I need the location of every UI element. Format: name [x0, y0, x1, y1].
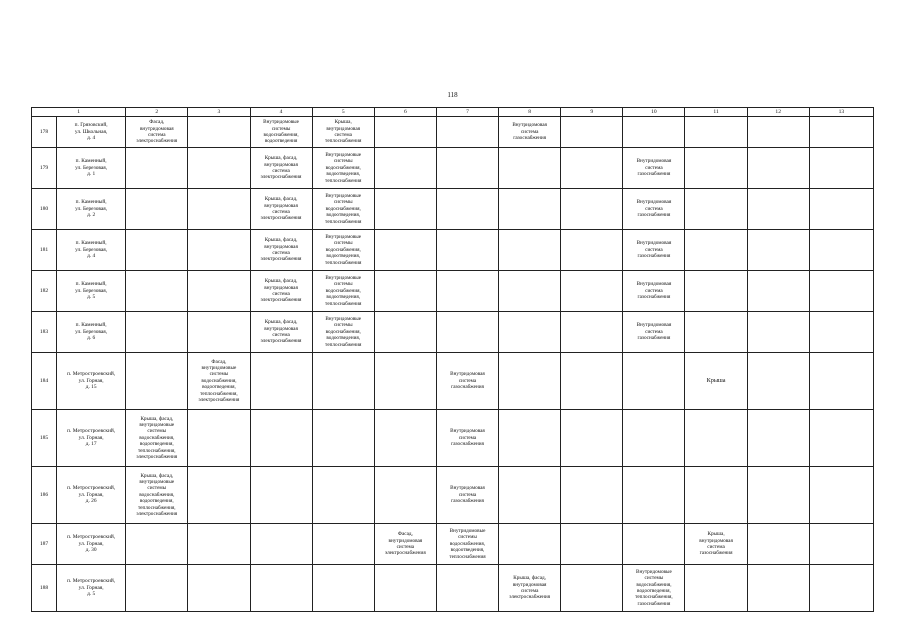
work-cell-13 — [809, 410, 873, 467]
work-cell-8 — [499, 189, 561, 230]
work-cell-6: Фасад, внутридомовая система электроснабжения — [374, 524, 436, 565]
address-cell: п. Метростроевский, ул. Горная, д. 15 — [57, 353, 126, 410]
work-cell-4 — [250, 524, 312, 565]
header-cell: 7 — [436, 108, 498, 117]
work-cell-12 — [747, 189, 809, 230]
header-cell: 9 — [561, 108, 623, 117]
work-cell-11: Крыша — [685, 353, 747, 410]
row-number: 186 — [32, 467, 57, 524]
row-number: 178 — [32, 117, 57, 148]
work-cell-5: Внутридомовые системы водоснабжения, водоотведения, теплоснабжения — [312, 312, 374, 353]
work-cell-5 — [312, 410, 374, 467]
work-cell-13 — [809, 565, 873, 612]
header-cell: 3 — [188, 108, 250, 117]
work-cell-12 — [747, 524, 809, 565]
work-cell-11 — [685, 189, 747, 230]
work-cell-9 — [561, 117, 623, 148]
work-cell-6 — [374, 189, 436, 230]
work-cell-8: Внутридомовая система газоснабжения — [499, 117, 561, 148]
table-row — [32, 117, 874, 148]
work-cell-3 — [188, 524, 250, 565]
work-cell-12 — [747, 353, 809, 410]
work-cell-4 — [250, 353, 312, 410]
work-cell-7 — [436, 148, 498, 189]
work-cell-7 — [436, 117, 498, 148]
header-cell: 12 — [747, 108, 809, 117]
table-row — [32, 467, 874, 524]
work-cell-2: Крыша, фасад, внутридомовые системы водоснабжения, водоотведения, теплоснабжения, электроснабжения — [126, 410, 188, 467]
address-cell: п. Метростроевский, ул. Горная, д. 30 — [57, 524, 126, 565]
work-cell-8 — [499, 467, 561, 524]
work-cell-4 — [250, 410, 312, 467]
work-cell-2 — [126, 189, 188, 230]
row-number: 181 — [32, 230, 57, 271]
work-cell-13 — [809, 148, 873, 189]
work-cell-9 — [561, 353, 623, 410]
work-cell-10: Внутридомовая система газоснабжения — [623, 148, 685, 189]
work-cell-3 — [188, 410, 250, 467]
work-cell-10: Внутридомовые системы водоснабжения, водоотведения, теплоснабжения, газоснабжения — [623, 565, 685, 612]
work-cell-9 — [561, 148, 623, 189]
work-cell-10 — [623, 467, 685, 524]
work-cell-10: Внутридомовая система газоснабжения — [623, 271, 685, 312]
work-cell-8 — [499, 524, 561, 565]
work-cell-9 — [561, 312, 623, 353]
header-cell: 1 — [32, 108, 126, 117]
work-cell-4: Крыша, фасад, внутридомовая система электроснабжения — [250, 189, 312, 230]
work-cell-12 — [747, 467, 809, 524]
work-cell-3 — [188, 148, 250, 189]
table-row — [32, 312, 874, 353]
work-cell-5: Внутридомовые системы водоснабжения, водоотведения, теплоснабжения — [312, 189, 374, 230]
work-cell-9 — [561, 271, 623, 312]
work-cell-10 — [623, 410, 685, 467]
work-cell-13 — [809, 312, 873, 353]
work-cell-9 — [561, 230, 623, 271]
work-cell-2 — [126, 312, 188, 353]
work-cell-6 — [374, 312, 436, 353]
work-cell-13 — [809, 271, 873, 312]
work-cell-7: Внутридомовая система газоснабжения — [436, 353, 498, 410]
address-cell: п. Грязовский, ул. Школьная, д. 4 — [57, 117, 126, 148]
work-cell-5: Внутридомовые системы водоснабжения, водоотведения, теплоснабжения — [312, 271, 374, 312]
work-cell-6 — [374, 148, 436, 189]
work-cell-11 — [685, 565, 747, 612]
address-cell: п. Каменный, ул. Березовая, д. 5 — [57, 271, 126, 312]
work-cell-8 — [499, 271, 561, 312]
work-cell-3 — [188, 467, 250, 524]
header-cell: 4 — [250, 108, 312, 117]
work-cell-10: Внутридомовая система газоснабжения — [623, 189, 685, 230]
work-cell-7: Внутридомовая система газоснабжения — [436, 467, 498, 524]
work-cell-2 — [126, 148, 188, 189]
work-cell-3: Фасад, внутридомовые системы водоснабжения, водоотведения, теплоснабжения, электроснабжения — [188, 353, 250, 410]
work-cell-3 — [188, 565, 250, 612]
work-cell-6 — [374, 565, 436, 612]
work-cell-7: Внутридомовая система газоснабжения — [436, 410, 498, 467]
table-row — [32, 410, 874, 467]
work-cell-13 — [809, 524, 873, 565]
work-cell-9 — [561, 524, 623, 565]
work-cell-6 — [374, 271, 436, 312]
table-row — [32, 565, 874, 612]
work-cell-6 — [374, 353, 436, 410]
work-cell-6 — [374, 117, 436, 148]
work-cell-11 — [685, 410, 747, 467]
work-cell-11 — [685, 271, 747, 312]
address-cell: п. Каменный, ул. Березовая, д. 6 — [57, 312, 126, 353]
work-cell-11 — [685, 117, 747, 148]
work-cell-7 — [436, 189, 498, 230]
work-cell-2 — [126, 230, 188, 271]
row-number: 183 — [32, 312, 57, 353]
work-cell-11 — [685, 148, 747, 189]
work-cell-10 — [623, 524, 685, 565]
work-cell-11: Крыша, внутридомовая система газоснабжения — [685, 524, 747, 565]
work-cell-5 — [312, 467, 374, 524]
row-number: 179 — [32, 148, 57, 189]
table-row — [32, 230, 874, 271]
work-cell-11 — [685, 312, 747, 353]
work-cell-10: Внутридомовая система газоснабжения — [623, 230, 685, 271]
work-cell-3 — [188, 189, 250, 230]
work-cell-5 — [312, 565, 374, 612]
table-row — [32, 189, 874, 230]
table-row — [32, 271, 874, 312]
header-cell: 11 — [685, 108, 747, 117]
address-cell: п. Метростроевский, ул. Горная, д. 17 — [57, 410, 126, 467]
work-cell-4: Крыша, фасад, внутридомовая система электроснабжения — [250, 312, 312, 353]
work-cell-12 — [747, 148, 809, 189]
work-cell-12 — [747, 410, 809, 467]
work-cell-13 — [809, 353, 873, 410]
table-row — [32, 148, 874, 189]
work-cell-12 — [747, 230, 809, 271]
work-cell-9 — [561, 467, 623, 524]
work-cell-10 — [623, 117, 685, 148]
work-cell-13 — [809, 230, 873, 271]
work-cell-8 — [499, 148, 561, 189]
capital-repair-schedule-table — [31, 107, 874, 612]
table-row — [32, 524, 874, 565]
address-cell: п. Каменный, ул. Березовая, д. 1 — [57, 148, 126, 189]
work-cell-12 — [747, 271, 809, 312]
work-cell-10: Внутридомовая система газоснабжения — [623, 312, 685, 353]
row-number: 184 — [32, 353, 57, 410]
row-number: 185 — [32, 410, 57, 467]
work-cell-11 — [685, 467, 747, 524]
header-cell: 13 — [809, 108, 873, 117]
row-number: 187 — [32, 524, 57, 565]
page-number: 118 — [447, 91, 458, 99]
work-cell-5: Внутридомовые системы водоснабжения, водоотведения, теплоснабжения — [312, 148, 374, 189]
address-cell: п. Каменный, ул. Березовая, д. 2 — [57, 189, 126, 230]
work-cell-7 — [436, 230, 498, 271]
work-cell-8 — [499, 230, 561, 271]
work-cell-4: Крыша, фасад, внутридомовая система электроснабжения — [250, 230, 312, 271]
header-row — [32, 108, 874, 117]
table-row — [32, 353, 874, 410]
work-cell-8 — [499, 410, 561, 467]
work-cell-5 — [312, 524, 374, 565]
work-cell-2: Крыша, фасад, внутридомовые системы водоснабжения, водоотведения, теплоснабжения, электроснабжения — [126, 467, 188, 524]
work-cell-5: Крыша, внутридомовая система теплоснабжения — [312, 117, 374, 148]
work-cell-4 — [250, 467, 312, 524]
work-cell-3 — [188, 271, 250, 312]
work-cell-7: Внутридомовые системы водоснабжения, водоотведения, теплоснабжения — [436, 524, 498, 565]
work-cell-5 — [312, 353, 374, 410]
work-cell-2 — [126, 565, 188, 612]
work-cell-6 — [374, 467, 436, 524]
work-cell-3 — [188, 117, 250, 148]
work-cell-13 — [809, 189, 873, 230]
work-cell-9 — [561, 410, 623, 467]
work-cell-13 — [809, 467, 873, 524]
work-cell-4: Крыша, фасад, внутридомовая система электроснабжения — [250, 148, 312, 189]
work-cell-11 — [685, 230, 747, 271]
work-cell-8 — [499, 312, 561, 353]
header-cell: 5 — [312, 108, 374, 117]
work-cell-12 — [747, 117, 809, 148]
work-cell-3 — [188, 312, 250, 353]
work-cell-2 — [126, 524, 188, 565]
address-cell: п. Метростроевский, ул. Горная, д. 5 — [57, 565, 126, 612]
header-cell: 6 — [374, 108, 436, 117]
work-cell-8 — [499, 353, 561, 410]
header-cell: 8 — [499, 108, 561, 117]
header-cell: 2 — [126, 108, 188, 117]
work-cell-2: Фасад, внутридомовая система электроснабжения — [126, 117, 188, 148]
work-cell-12 — [747, 565, 809, 612]
work-cell-8: Крыша, фасад, внутридомовая система электроснабжения — [499, 565, 561, 612]
work-cell-4 — [250, 565, 312, 612]
work-cell-7 — [436, 565, 498, 612]
work-cell-7 — [436, 312, 498, 353]
work-cell-6 — [374, 230, 436, 271]
work-cell-13 — [809, 117, 873, 148]
row-number: 182 — [32, 271, 57, 312]
work-cell-9 — [561, 565, 623, 612]
work-cell-4: Крыша, фасад, внутридомовая система электроснабжения — [250, 271, 312, 312]
row-number: 188 — [32, 565, 57, 612]
work-cell-2 — [126, 353, 188, 410]
work-cell-6 — [374, 410, 436, 467]
work-cell-12 — [747, 312, 809, 353]
row-number: 180 — [32, 189, 57, 230]
address-cell: п. Каменный, ул. Березовая, д. 4 — [57, 230, 126, 271]
address-cell: п. Метростроевский, ул. Горная, д. 26 — [57, 467, 126, 524]
work-cell-4: Внутридомовые системы водоснабжения, водоотведения — [250, 117, 312, 148]
work-cell-2 — [126, 271, 188, 312]
header-cell: 10 — [623, 108, 685, 117]
work-cell-3 — [188, 230, 250, 271]
work-cell-5: Внутридомовые системы водоснабжения, водоотведения, теплоснабжения — [312, 230, 374, 271]
work-cell-7 — [436, 271, 498, 312]
work-cell-9 — [561, 189, 623, 230]
work-cell-10 — [623, 353, 685, 410]
